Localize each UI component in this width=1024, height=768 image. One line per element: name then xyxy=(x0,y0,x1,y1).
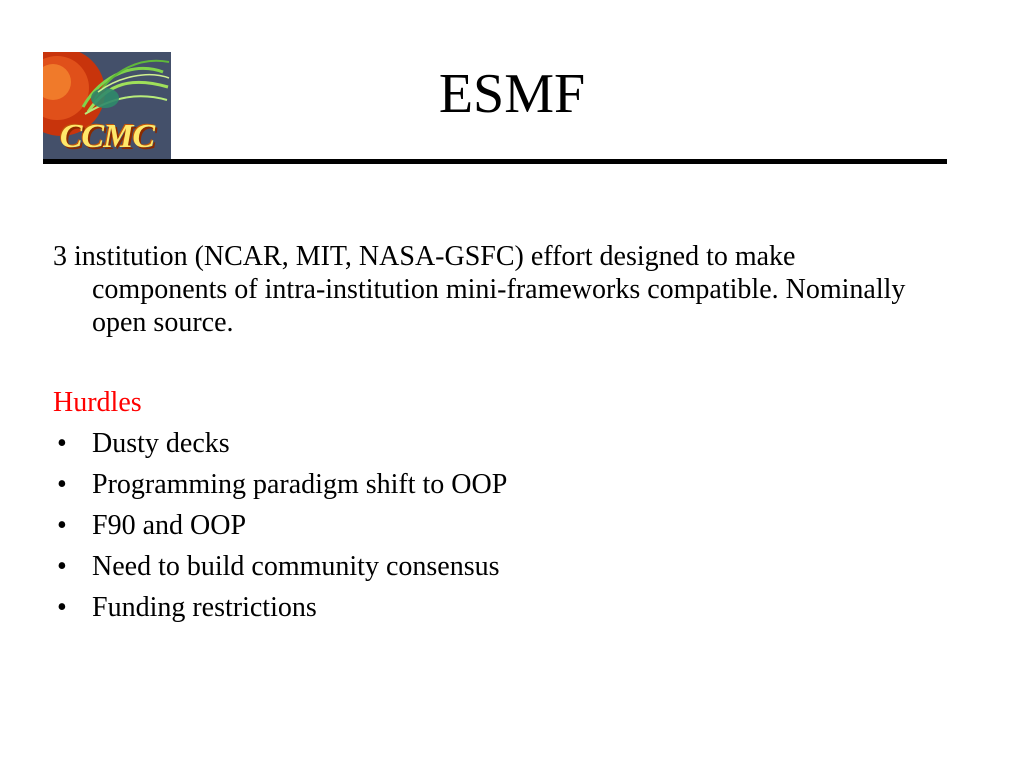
slide-title: ESMF xyxy=(438,63,586,125)
list-item-text: F90 and OOP xyxy=(92,510,247,541)
title-divider xyxy=(43,159,947,164)
bullet-icon: • xyxy=(57,510,67,541)
list-item xyxy=(53,591,933,632)
list-item-text: Funding restrictions xyxy=(92,592,317,623)
list-item xyxy=(53,468,933,509)
logo-text: CCMC xyxy=(59,118,155,155)
bullet-icon: • xyxy=(57,551,67,582)
list-item xyxy=(53,509,933,550)
hurdles-list xyxy=(53,427,933,632)
list-item-text: Programming paradigm shift to OOP xyxy=(92,469,508,500)
slide-body xyxy=(53,240,933,632)
hurdles-heading: Hurdles xyxy=(53,387,142,418)
bullet-icon: • xyxy=(57,592,67,623)
bullet-icon: • xyxy=(57,469,67,500)
list-item xyxy=(53,427,933,468)
list-item-text: Need to build community consensus xyxy=(92,551,500,582)
list-item-text: Dusty decks xyxy=(92,428,230,459)
bullet-icon: • xyxy=(57,428,67,459)
intro-paragraph: 3 institution (NCAR, MIT, NASA-GSFC) effort designed to make components of intra-institution mini-frameworks compatible. Nominally open source. xyxy=(53,241,906,338)
list-item xyxy=(53,550,933,591)
